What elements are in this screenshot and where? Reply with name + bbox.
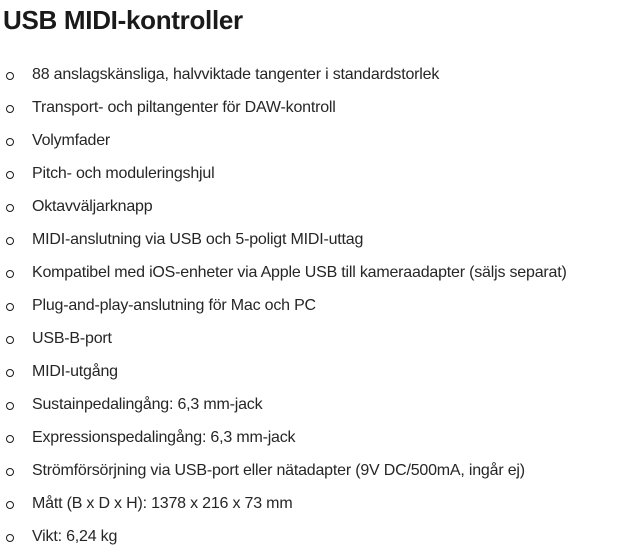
list-item bbox=[0, 190, 639, 223]
page-title: USB MIDI-kontroller bbox=[3, 5, 243, 35]
circle-bullet-icon bbox=[6, 138, 14, 146]
feature-text: MIDI-utgång bbox=[32, 362, 118, 380]
feature-text: Oktavväljarknapp bbox=[32, 197, 153, 215]
feature-text: USB-B-port bbox=[32, 329, 112, 347]
circle-bullet-icon bbox=[6, 402, 14, 410]
feature-text: Pitch- och moduleringshjul bbox=[32, 164, 215, 182]
feature-text: Volymfader bbox=[32, 131, 111, 149]
list-item bbox=[0, 388, 639, 421]
list-item bbox=[0, 157, 639, 190]
list-item bbox=[0, 223, 639, 256]
feature-list bbox=[0, 58, 639, 553]
feature-text: Expressionspedalingång: 6,3 mm-jack bbox=[32, 428, 296, 446]
list-item bbox=[0, 91, 639, 124]
feature-text: Sustainpedalingång: 6,3 mm-jack bbox=[32, 395, 263, 413]
feature-text: Mått (B x D x H): 1378 x 216 x 73 mm bbox=[32, 494, 293, 512]
circle-bullet-icon bbox=[6, 204, 14, 212]
circle-bullet-icon bbox=[6, 501, 14, 509]
list-item bbox=[0, 124, 639, 157]
circle-bullet-icon bbox=[6, 369, 14, 377]
feature-text: Vikt: 6,24 kg bbox=[32, 527, 118, 545]
list-item bbox=[0, 355, 639, 388]
feature-text: Transport- och piltangenter för DAW-kontroll bbox=[32, 98, 336, 116]
list-item bbox=[0, 421, 639, 454]
list-item bbox=[0, 256, 639, 289]
circle-bullet-icon bbox=[6, 105, 14, 113]
list-item bbox=[0, 289, 639, 322]
circle-bullet-icon bbox=[6, 270, 14, 278]
circle-bullet-icon bbox=[6, 171, 14, 179]
list-item bbox=[0, 520, 639, 553]
circle-bullet-icon bbox=[6, 435, 14, 443]
circle-bullet-icon bbox=[6, 336, 14, 344]
circle-bullet-icon bbox=[6, 468, 14, 476]
circle-bullet-icon bbox=[6, 72, 14, 80]
feature-text: Kompatibel med iOS-enheter via Apple USB till kameraadapter (säljs separat) bbox=[32, 263, 567, 281]
feature-text: MIDI-anslutning via USB och 5-poligt MIDI-uttag bbox=[32, 230, 364, 248]
list-item bbox=[0, 58, 639, 91]
list-item bbox=[0, 454, 639, 487]
feature-text: Strömförsörjning via USB-port eller nätadapter (9V DC/500mA, ingår ej) bbox=[32, 461, 525, 479]
circle-bullet-icon bbox=[6, 534, 14, 542]
feature-text: Plug-and-play-anslutning för Mac och PC bbox=[32, 296, 316, 314]
circle-bullet-icon bbox=[6, 237, 14, 245]
list-item bbox=[0, 487, 639, 520]
feature-text: 88 anslagskänsliga, halvviktade tangenter i standardstorlek bbox=[32, 65, 440, 83]
circle-bullet-icon bbox=[6, 303, 14, 311]
list-item bbox=[0, 322, 639, 355]
